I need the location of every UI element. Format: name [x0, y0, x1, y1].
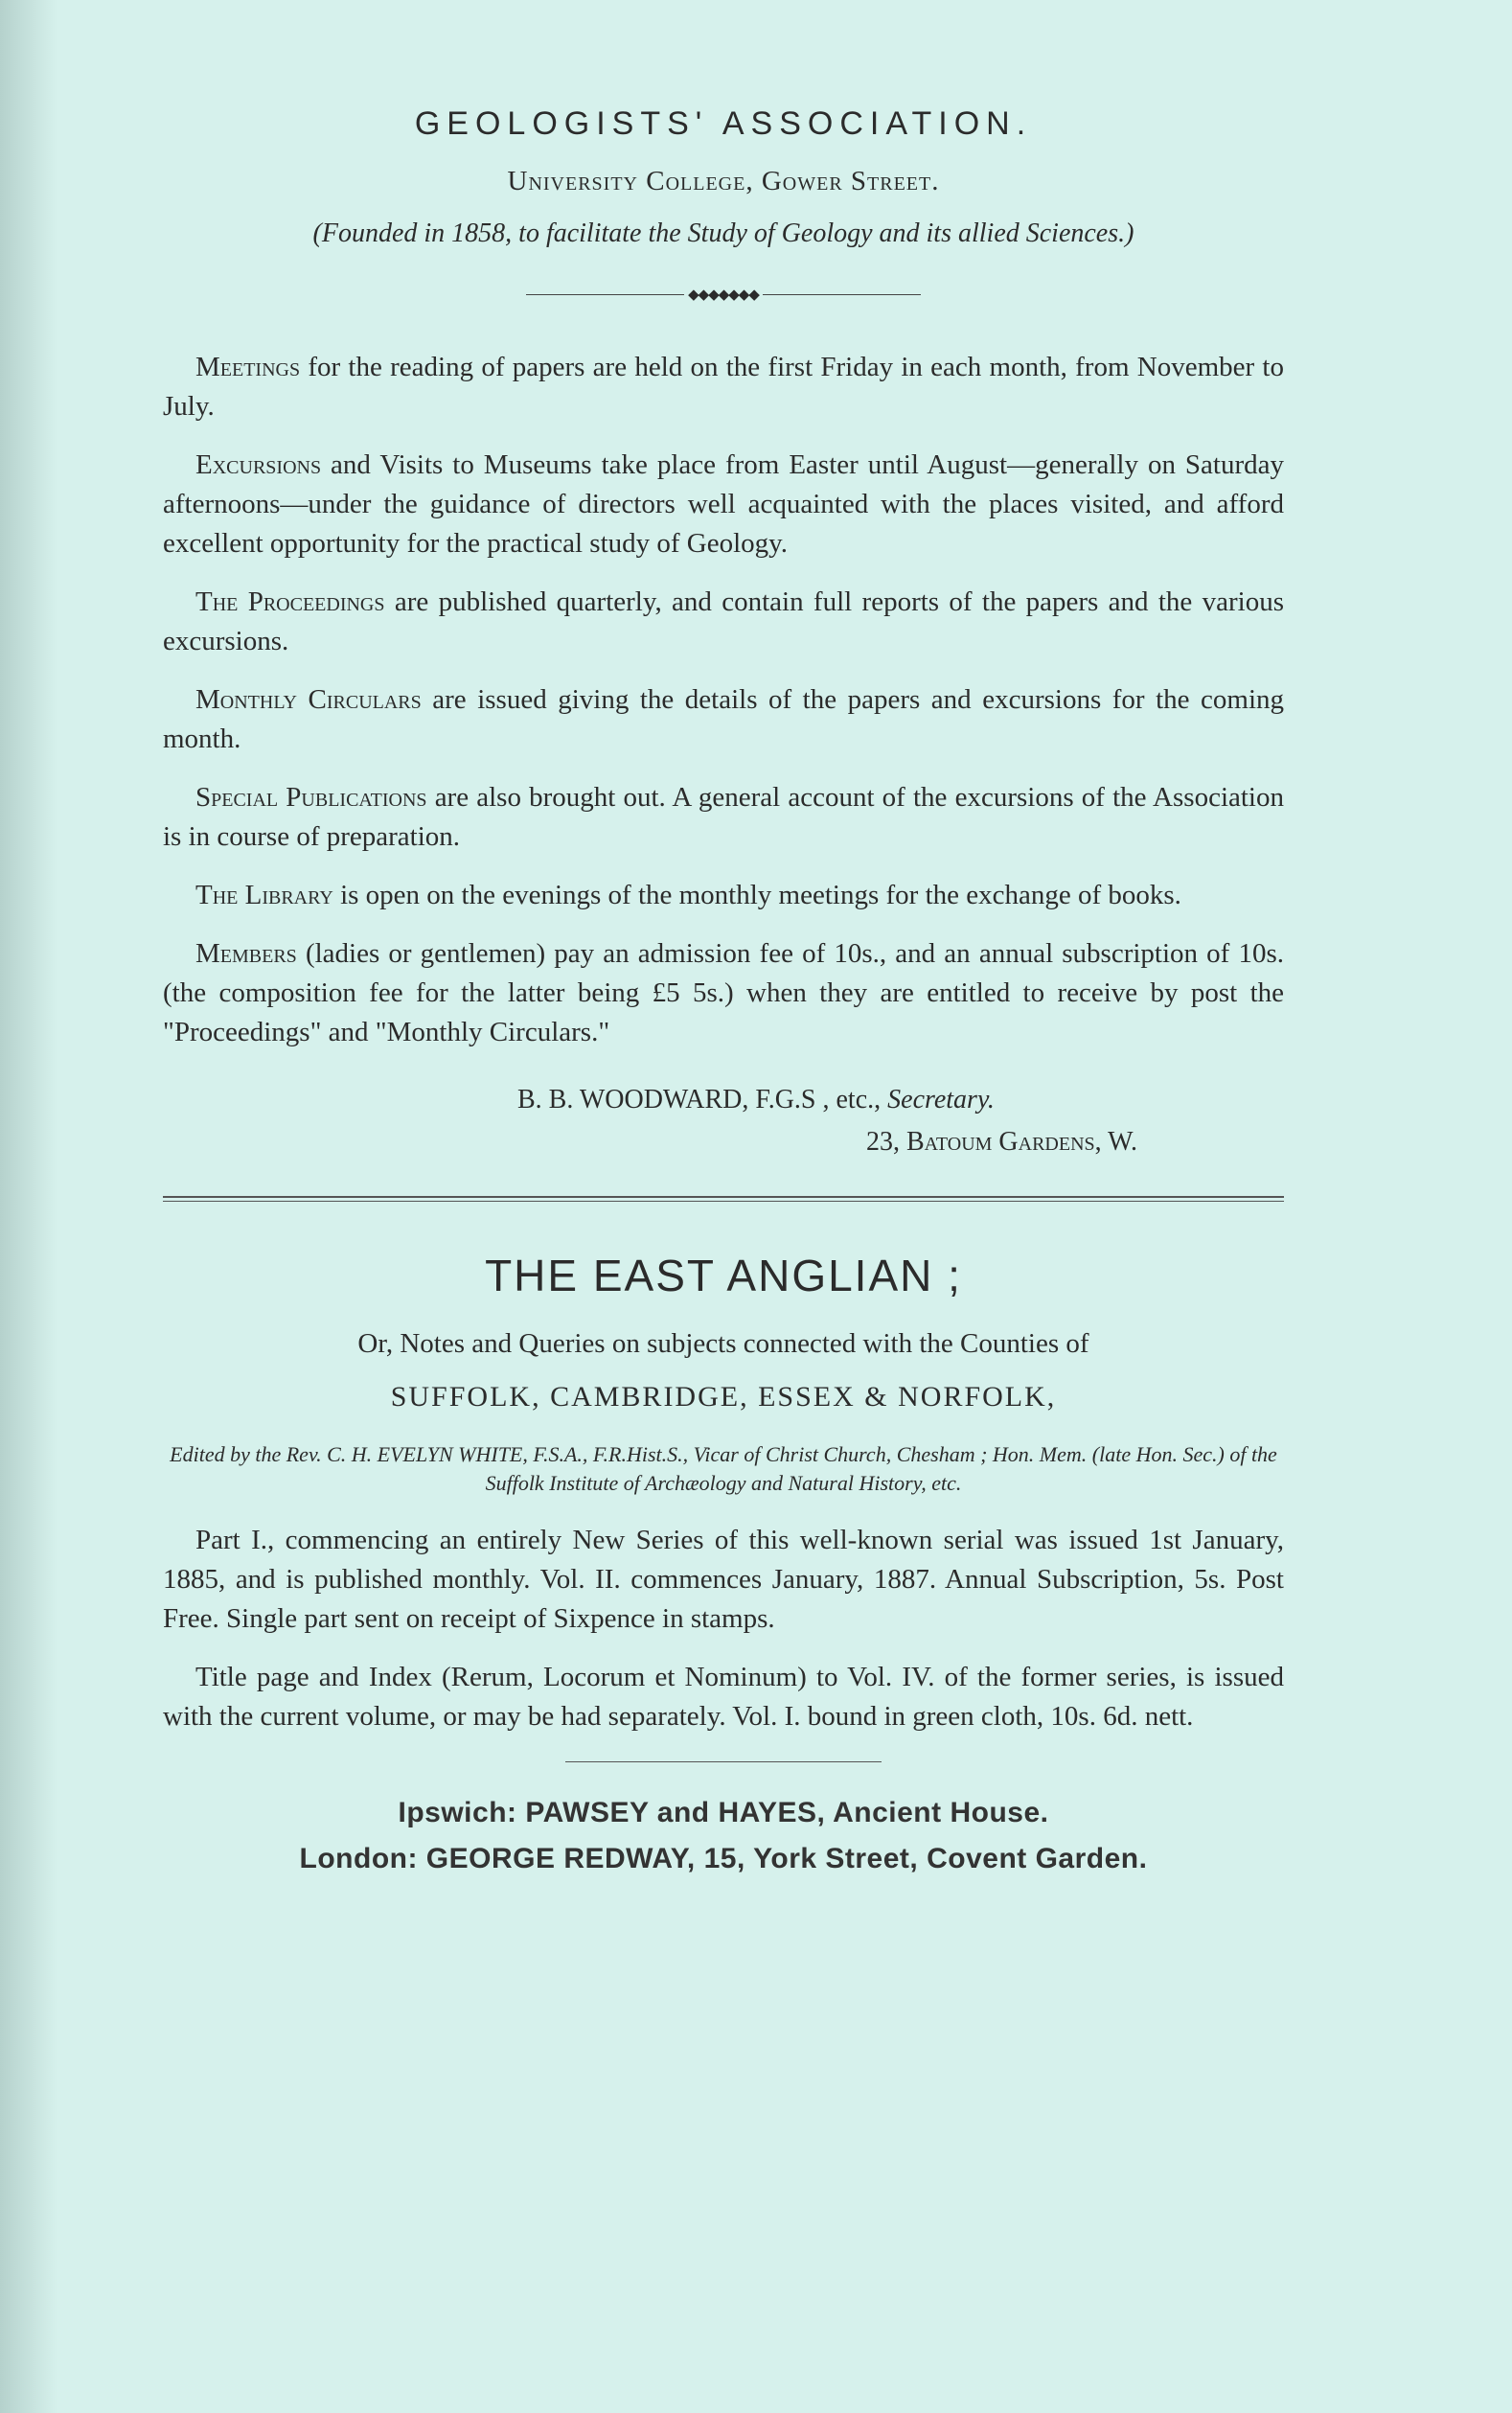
part-one-paragraph: Part I., commencing an entirely New Series of this well-known serial was issued 1st January, 1885, and is published monthly. Vol. II. commences January, 1887. Annual Subscription, 5s. Post Free. Single part sent on receipt of Sixpence in stamps. [163, 1525, 1284, 1634]
founded-note: (Founded in 1858, to facilitate the Study of Geology and its allied Sciences.) [312, 218, 1134, 248]
paragraph-text: are also brought out. A general account of the excursions of the Association is in course of preparation. [163, 782, 1284, 852]
diamond-ornament-icon: ◆◆◆◆◆◆◆ [688, 287, 759, 303]
london-publisher: London: GEORGE REDWAY, 15, York Street, Covent Garden. [299, 1843, 1148, 1874]
secretary-name: B. B. WOODWARD, F.G.S , etc., [517, 1085, 888, 1115]
association-subtitle: University College, Gower Street. [507, 166, 940, 196]
editor-note: Edited by the Rev. C. H. EVELYN WHITE, F.S.A., F.R.Hist.S., Vicar of Christ Church, Chesham ; Hon. Mem. (late Hon. Sec.) of the Suffolk Institute of Archæology and Natural History, etc. [170, 1442, 1277, 1495]
east-anglian-section [163, 1250, 1284, 1736]
paragraph-lead: Members [195, 938, 297, 969]
east-anglian-subtitle: Or, Notes and Queries on subjects connected with the Counties of [357, 1328, 1089, 1359]
paragraph-lead: Monthly Circulars [195, 684, 422, 715]
association-title: GEOLOGISTS' ASSOCIATION. [414, 105, 1033, 142]
page-edge-shadow [0, 0, 57, 2413]
circulars-paragraph [163, 680, 1284, 759]
publications-paragraph [163, 778, 1284, 857]
east-anglian-title: THE EAST ANGLIAN ; [485, 1251, 962, 1300]
publishers-section [163, 1797, 1284, 1875]
paragraph-lead: Meetings [195, 352, 301, 382]
paragraph-lead: Special Publications [195, 782, 427, 813]
paragraph-text: and Visits to Museums take place from Easter until August—generally on Saturday afternoons—under the guidance of directors well acquainted with the places visited, and afford excellent opportunity for the practical study of Geology. [163, 449, 1284, 559]
excursions-paragraph [163, 446, 1284, 563]
advertisement-page [163, 105, 1284, 1889]
secretary-signature [517, 1085, 1284, 1115]
counties-line: SUFFOLK, CAMBRIDGE, ESSEX & NORFOLK, [390, 1381, 1057, 1413]
proceedings-paragraph [163, 583, 1284, 661]
geologists-association-section [163, 105, 1284, 1158]
section-divider [163, 1196, 1284, 1202]
paragraph-text: are issued giving the details of the papers and excursions for the coming month. [163, 684, 1284, 754]
paragraph-text: (ladies or gentlemen) pay an admission fee of 10s., and an annual subscription of 10s. (the composition fee for the latter being £5 5s.) when they are entitled to receive by post the "Proceedings" and "Monthly Circulars." [163, 938, 1284, 1047]
secretary-address: 23, Batoum Gardens, W. [866, 1127, 1138, 1157]
library-paragraph [163, 876, 1284, 915]
paragraph-lead: The Library [195, 880, 333, 910]
divider-line-right [763, 294, 921, 295]
publisher-divider [565, 1761, 882, 1762]
members-paragraph [163, 934, 1284, 1052]
ornamental-divider [163, 286, 1284, 304]
index-paragraph: Title page and Index (Rerum, Locorum et Nominum) to Vol. IV. of the former series, is issued with the current volume, or may be had separately. Vol. I. bound in green cloth, 10s. 6d. nett. [163, 1662, 1284, 1732]
secretary-role: Secretary. [887, 1085, 995, 1115]
paragraph-lead: The Proceedings [195, 586, 385, 617]
ipswich-publisher: Ipswich: PAWSEY and HAYES, Ancient House. [398, 1797, 1049, 1828]
paragraph-text: is open on the evenings of the monthly meetings for the exchange of books. [332, 880, 1181, 910]
divider-line-left [526, 294, 684, 295]
paragraph-text: are published quarterly, and contain full reports of the papers and the various excursions. [163, 586, 1284, 656]
paragraph-text: for the reading of papers are held on the first Friday in each month, from November to July. [163, 352, 1284, 422]
paragraph-lead: Excursions [195, 449, 322, 480]
meetings-paragraph [163, 348, 1284, 426]
